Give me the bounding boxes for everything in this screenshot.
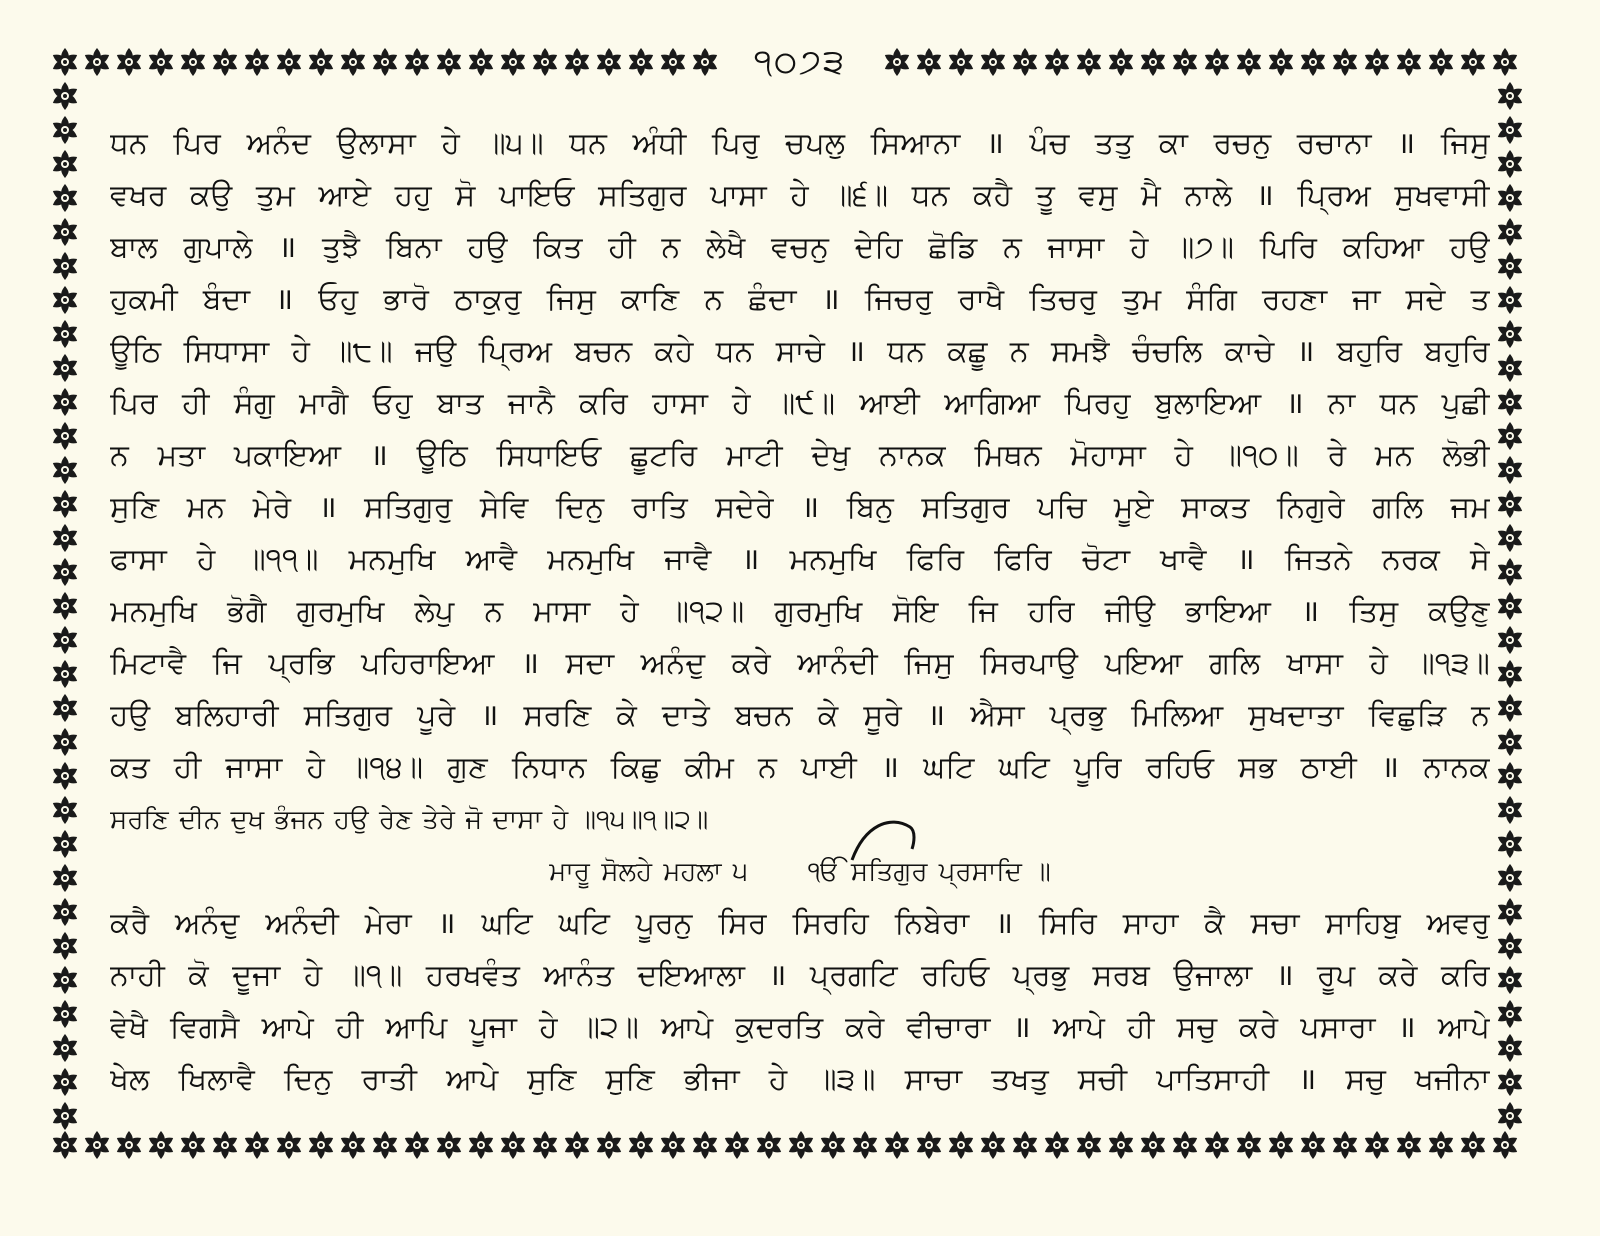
flower-ornament-icon [1496,1068,1524,1096]
flower-ornament-icon [51,422,79,450]
flower-ornament-icon [51,932,79,960]
flower-ornament-icon [51,796,79,824]
verse-line [110,690,1490,742]
verse-line [110,1054,1490,1106]
verse-line-text: ਮਨਮੁਖਿ ਭੋਗੈ ਗੁਰਮੁਖਿ ਲੇਪੁ ਨ ਮਾਸਾ ਹੇ ॥੧੨॥ ਗੁਰਮੁਖਿ ਸੋਇ ਜਿ ਹਰਿ ਜੀਉ ਭਾਇਆ ॥ ਤਿਸੁ ਕਉਣੁ [110,594,1490,629]
flower-ornament-icon [883,48,911,76]
flower-ornament-icon [1496,320,1524,348]
flower-ornament-icon [467,1131,495,1159]
flower-ornament-icon [755,1131,783,1159]
flower-ornament-icon [627,1131,655,1159]
flower-ornament-icon [1107,1131,1135,1159]
flower-ornament-icon [403,48,431,76]
flower-ornament-icon [403,1131,431,1159]
flower-ornament-icon [659,1131,687,1159]
flower-ornament-icon [243,1131,271,1159]
flower-ornament-icon [915,1131,943,1159]
flower-ornament-icon [1491,48,1519,76]
flower-ornament-icon [883,1131,911,1159]
flower-ornament-icon [1496,252,1524,280]
flower-ornament-icon [51,184,79,212]
flower-ornament-icon [1299,1131,1327,1159]
flower-ornament-icon [563,1131,591,1159]
flower-ornament-icon [1427,1131,1455,1159]
flower-ornament-icon [1496,1000,1524,1028]
verse-line [110,118,1490,170]
flower-ornament-icon [1496,830,1524,858]
flower-ornament-icon [1459,1131,1487,1159]
flower-ornament-icon [1496,184,1524,212]
flower-ornament-icon [1496,490,1524,518]
flower-ornament-icon [1075,48,1103,76]
flower-ornament-icon [51,728,79,756]
flower-ornament-icon [819,1131,847,1159]
verse-line-text: ਕਰੈ ਅਨੰਦੁ ਅਨੰਦੀ ਮੇਰਾ ॥ ਘਟਿ ਘਟਿ ਪੂਰਨੁ ਸਿਰ ਸਿਰਹਿ ਨਿਬੇਰਾ ॥ ਸਿਰਿ ਸਾਹਾ ਕੈ ਸਚਾ ਸਾਹਿਬੁ ਅਵਰੁ [110,906,1490,941]
flower-ornament-icon [691,48,719,76]
flower-ornament-icon [1496,864,1524,892]
flower-ornament-icon [1395,1131,1423,1159]
flower-ornament-icon [1496,422,1524,450]
flower-ornament-icon [51,830,79,858]
flower-ornament-icon [1331,1131,1359,1159]
flower-ornament-icon [1496,456,1524,484]
flower-ornament-icon [595,1131,623,1159]
flower-ornament-icon [1496,286,1524,314]
flower-ornament-icon [1331,48,1359,76]
flower-ornament-icon [627,48,655,76]
flower-ornament-icon [595,48,623,76]
flower-ornament-icon [531,1131,559,1159]
verse-line-text: ਵਖਰ ਕਉ ਤੁਮ ਆਏ ਹਹੁ ਸੋ ਪਾਇਓ ਸਤਿਗੁਰ ਪਾਸਾ ਹੇ ॥੬॥ ਧਨ ਕਹੈ ਤੂ ਵਸੁ ਮੈ ਨਾਲੇ ॥ ਪ੍ਰਿਅ ਸੁਖਵਾਸੀ [110,178,1490,213]
flower-ornament-icon [371,48,399,76]
flower-ornament-icon [1496,796,1524,824]
flower-ornament-icon [179,1131,207,1159]
page-number: ੧੦੭੩ [740,42,860,82]
flower-ornament-icon [51,252,79,280]
flower-ornament-icon [307,1131,335,1159]
flower-ornament-icon [435,1131,463,1159]
verse-line-text: ਖੇਲ ਖਿਲਾਵੈ ਦਿਨੁ ਰਾਤੀ ਆਪੇ ਸੁਣਿ ਸੁਣਿ ਭੀਜਾ ਹੇ ॥੩॥ ਸਾਚਾ ਤਖਤੁ ਸਚੀ ਪਾਤਿਸਾਹੀ ॥ ਸਚੁ ਖਜੀਨਾ [110,1062,1490,1097]
flower-ornament-icon [51,286,79,314]
verse-line-text: ਫਾਸਾ ਹੇ ॥੧੧॥ ਮਨਮੁਖਿ ਆਵੈ ਮਨਮੁਖਿ ਜਾਵੈ ॥ ਮਨਮੁਖਿ ਫਿਰਿ ਫਿਰਿ ਚੋਟਾ ਖਾਵੈ ॥ ਜਿਤਨੇ ਨਰਕ ਸੇ [110,542,1490,577]
flower-ornament-icon [1267,1131,1295,1159]
verse-line [110,898,1490,950]
flower-ornament-icon [1496,932,1524,960]
flower-ornament-icon [1459,48,1487,76]
flower-ornament-icon [1496,388,1524,416]
flower-ornament-icon [1395,48,1423,76]
verse-line-text: ਸੁਣਿ ਮਨ ਮੇਰੇ ॥ ਸਤਿਗੁਰੁ ਸੇਵਿ ਦਿਨੁ ਰਾਤਿ ਸਦੇਰੇ ॥ ਬਿਨੁ ਸਤਿਗੁਰ ਪਚਿ ਮੂਏ ਸਾਕਤ ਨਿਗੁਰੇ ਗਲਿ ਜਮ [110,490,1490,525]
flower-ornament-icon [691,1131,719,1159]
verse-line-text: ਨ ਮਤਾ ਪਕਾਇਆ ॥ ਊਠਿ ਸਿਧਾਇਓ ਛੂਟਰਿ ਮਾਟੀ ਦੇਖੁ ਨਾਨਕ ਮਿਥਨ ਮੋਹਾਸਾ ਹੇ ॥੧੦॥ ਰੇ ਮਨ ਲੋਭੀ [110,438,1490,473]
verse-line [110,274,1490,326]
flower-ornament-icon [563,48,591,76]
flower-ornament-icon [51,1102,79,1130]
flower-ornament-icon [115,1131,143,1159]
flower-ornament-icon [179,48,207,76]
flower-ornament-icon [51,524,79,552]
flower-ornament-icon [51,1034,79,1062]
flower-ornament-icon [1203,48,1231,76]
verse-line-text: ਹੁਕਮੀ ਬੰਦਾ ॥ ਓਹੁ ਭਾਰੋ ਠਾਕੁਰੁ ਜਿਸੁ ਕਾਣਿ ਨ ਛੰਦਾ ॥ ਜਿਚਰੁ ਰਾਖੈ ਤਿਚਰੁ ਤੁਮ ਸੰਗਿ ਰਹਣਾ ਜਾ ਸਦੇ ਤ [110,282,1490,317]
flower-ornament-icon [1267,48,1295,76]
flower-ornament-icon [371,1131,399,1159]
flower-ornament-icon [51,864,79,892]
flower-ornament-icon [51,1131,79,1159]
verse-line-text: ਧਨ ਪਿਰ ਅਨੰਦ ਉਲਾਸਾ ਹੇ ॥੫॥ ਧਨ ਅੰਧੀ ਪਿਰੁ ਚਪਲੁ ਸਿਆਨਾ ॥ ਪੰਚ ਤਤੁ ਕਾ ਰਚਨੁ ਰਚਾਨਾ ॥ ਜਿਸੁ [110,126,1490,161]
flower-ornament-icon [51,694,79,722]
flower-ornament-icon [1043,48,1071,76]
flower-ornament-icon [1496,116,1524,144]
flower-ornament-icon [211,1131,239,1159]
flower-ornament-icon [1235,1131,1263,1159]
verse-line [110,950,1490,1002]
flower-ornament-icon [115,48,143,76]
flower-ornament-icon [51,150,79,178]
flower-ornament-icon [1299,48,1327,76]
verse-line [110,742,1490,794]
flower-ornament-icon [1235,48,1263,76]
flower-ornament-icon [1496,626,1524,654]
flower-ornament-icon [339,48,367,76]
verse-line-text: ਮਿਟਾਵੈ ਜਿ ਪ੍ਰਭਿ ਪਹਿਰਾਇਆ ॥ ਸਦਾ ਅਨੰਦੁ ਕਰੇ ਆਨੰਦੀ ਜਿਸੁ ਸਿਰਪਾਉ ਪਇਆ ਗਲਿ ਖਾਸਾ ਹੇ ॥੧੩॥ [110,646,1490,681]
flower-ornament-icon [51,354,79,382]
flower-ornament-icon [243,48,271,76]
flower-ornament-icon [147,1131,175,1159]
flower-ornament-icon [1496,728,1524,756]
verse-line [110,326,1490,378]
verse-line [110,586,1490,638]
flower-ornament-icon [307,48,335,76]
flower-ornament-icon [147,48,175,76]
flower-ornament-icon [723,1131,751,1159]
flower-ornament-icon [1171,48,1199,76]
flower-ornament-icon [1496,966,1524,994]
flower-ornament-icon [1363,48,1391,76]
flower-ornament-icon [1139,1131,1167,1159]
text-body [110,118,1490,1106]
flower-ornament-icon [1139,48,1167,76]
flower-ornament-icon [1496,150,1524,178]
flower-ornament-icon [51,218,79,246]
flower-ornament-icon [51,762,79,790]
flower-ornament-icon [51,320,79,348]
flower-ornament-icon [51,898,79,926]
flower-ornament-icon [1011,48,1039,76]
flower-ornament-icon [1427,48,1455,76]
flower-ornament-icon [659,48,687,76]
flower-ornament-icon [51,966,79,994]
flower-ornament-icon [499,48,527,76]
flower-ornament-icon [979,48,1007,76]
flower-ornament-icon [499,1131,527,1159]
verse-block-2 [110,898,1490,1106]
verse-line [110,222,1490,274]
heading-raag: ਮਾਰੂ ਸੋਲਹੇ ਮਹਲਾ ੫ [549,857,748,887]
flower-ornament-icon [915,48,943,76]
flower-ornament-icon [1496,558,1524,586]
flower-ornament-icon [275,48,303,76]
flower-ornament-icon [51,48,79,76]
flower-ornament-icon [979,1131,1007,1159]
verse-line-closing-text: ਸਰਣਿ ਦੀਨ ਦੁਖ ਭੰਜਨ ਹਉ ਰੇਣ ਤੇਰੇ ਜੋ ਦਾਸਾ ਹੇ ॥੧੫॥੧॥੨॥ [110,805,709,835]
flower-ornament-icon [1496,898,1524,926]
flower-ornament-icon [51,592,79,620]
flower-ornament-icon [83,1131,111,1159]
flower-ornament-icon [83,48,111,76]
verse-line-closing [110,794,1490,846]
flower-ornament-icon [435,48,463,76]
flower-ornament-icon [51,1068,79,1096]
flower-ornament-icon [51,116,79,144]
flower-ornament-icon [1075,1131,1103,1159]
flower-ornament-icon [1011,1131,1039,1159]
verse-line-text: ਕਤ ਹੀ ਜਾਸਾ ਹੇ ॥੧੪॥ ਗੁਣ ਨਿਧਾਨ ਕਿਛੁ ਕੀਮ ਨ ਪਾਈ ॥ ਘਟਿ ਘਟਿ ਪੂਰਿ ਰਹਿਓ ਸਭ ਠਾਈ ॥ ਨਾਨਕ [110,750,1490,785]
flower-ornament-icon [947,1131,975,1159]
flower-ornament-icon [1496,354,1524,382]
flower-ornament-icon [1496,762,1524,790]
verse-line-text: ਬਾਲ ਗੁਪਾਲੇ ॥ ਤੁਝੈ ਬਿਨਾ ਹਉ ਕਿਤ ਹੀ ਨ ਲੇਖੈ ਵਚਨੁ ਦੇਹਿ ਛੋਡਿ ਨ ਜਾਸਾ ਹੇ ॥੭॥ ਪਿਰਿ ਕਹਿਆ ਹਉ [110,230,1490,265]
flower-ornament-icon [1496,82,1524,110]
flower-ornament-icon [947,48,975,76]
flower-ornament-icon [51,1000,79,1028]
flower-ornament-icon [1496,660,1524,688]
flower-ornament-icon [51,82,79,110]
flower-ornament-icon [467,48,495,76]
verse-line-text: ਹਉ ਬਲਿਹਾਰੀ ਸਤਿਗੁਰ ਪੂਰੇ ॥ ਸਰਣਿ ਕੇ ਦਾਤੇ ਬਚਨ ਕੇ ਸੂਰੇ ॥ ਐਸਾ ਪ੍ਰਭੁ ਮਿਲਿਆ ਸੁਖਦਾਤਾ ਵਿਛੁੜਿ ਨ [110,698,1490,733]
verse-line [110,534,1490,586]
flower-ornament-icon [1496,1034,1524,1062]
flower-ornament-icon [1496,694,1524,722]
verse-line [110,170,1490,222]
flower-ornament-icon [1203,1131,1231,1159]
flower-ornament-icon [1043,1131,1071,1159]
flower-ornament-icon [51,660,79,688]
flower-ornament-icon [51,388,79,416]
verse-line-text: ਵੇਖੈ ਵਿਗਸੈ ਆਪੇ ਹੀ ਆਪਿ ਪੂਜਾ ਹੇ ॥੨॥ ਆਪੇ ਕੁਦਰਤਿ ਕਰੇ ਵੀਚਾਰਾ ॥ ਆਪੇ ਹੀ ਸਚੁ ਕਰੇ ਪਸਾਰਾ ॥ ਆਪੇ [110,1010,1490,1045]
decorative-flourish [850,815,920,865]
heading-mool-mantar: ੴ ਸਤਿਗੁਰ ਪ੍ਰਸਾਦਿ ॥ [807,857,1051,887]
flower-ornament-icon [1363,1131,1391,1159]
verse-line [110,1002,1490,1054]
flower-ornament-icon [51,558,79,586]
verse-line-text: ਊਠਿ ਸਿਧਾਸਾ ਹੇ ॥੮॥ ਜਉ ਪ੍ਰਿਅ ਬਚਨ ਕਹੇ ਧਨ ਸਾਚੇ ॥ ਧਨ ਕਛੂ ਨ ਸਮਝੈ ਚੰਚਲਿ ਕਾਚੇ ॥ ਬਹੁਰਿ ਬਹੁਰਿ [110,334,1490,369]
verse-line [110,430,1490,482]
verse-line [110,378,1490,430]
flower-ornament-icon [51,626,79,654]
flower-ornament-icon [1496,592,1524,620]
verse-line [110,638,1490,690]
flower-ornament-icon [1496,1102,1524,1130]
section-heading [110,846,1490,898]
flower-ornament-icon [339,1131,367,1159]
verse-line-text: ਪਿਰ ਹੀ ਸੰਗੁ ਮਾਗੈ ਓਹੁ ਬਾਤ ਜਾਨੈ ਕਰਿ ਹਾਸਾ ਹੇ ॥੯॥ ਆਈ ਆਗਿਆ ਪਿਰਹੁ ਬੁਲਾਇਆ ॥ ਨਾ ਧਨ ਪੁਛੀ [110,386,1490,421]
flower-ornament-icon [51,456,79,484]
flower-ornament-icon [1496,218,1524,246]
flower-ornament-icon [1107,48,1135,76]
flower-ornament-icon [1491,1131,1519,1159]
flower-ornament-icon [1171,1131,1199,1159]
verse-line [110,482,1490,534]
flower-ornament-icon [851,1131,879,1159]
verse-line-text: ਨਾਹੀ ਕੋ ਦੂਜਾ ਹੇ ॥੧॥ ਹਰਖਵੰਤ ਆਨੰਤ ਦਇਆਲਾ ॥ ਪ੍ਰਗਟਿ ਰਹਿਓ ਪ੍ਰਭੁ ਸਰਬ ਉਜਾਲਾ ॥ ਰੂਪ ਕਰੇ ਕਰਿ [110,958,1490,993]
flower-ornament-icon [531,48,559,76]
flower-ornament-icon [787,1131,815,1159]
flower-ornament-icon [275,1131,303,1159]
verse-block-1 [110,118,1490,794]
flower-ornament-icon [51,490,79,518]
flower-ornament-icon [1496,524,1524,552]
flower-ornament-icon [211,48,239,76]
